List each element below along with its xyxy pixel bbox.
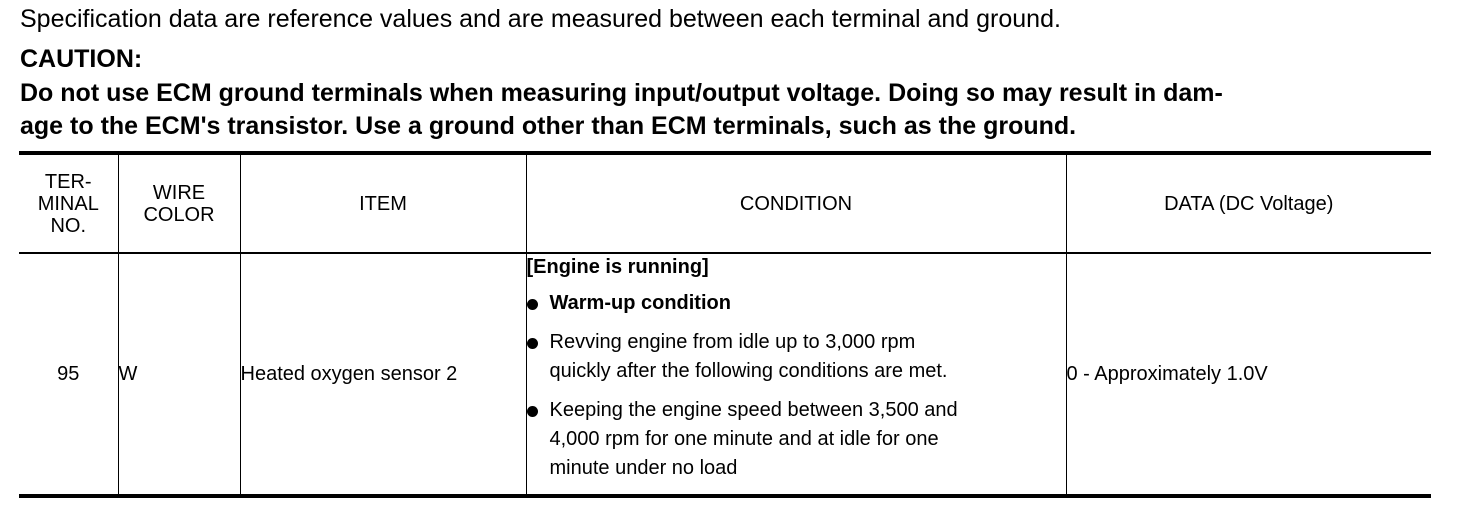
bullet-dot-icon — [527, 338, 538, 349]
condition-heading: [Engine is running] — [526, 256, 709, 278]
cell-data-voltage: 0 - Approximately 1.0V — [1066, 253, 1431, 496]
condition-bullet-warmup — [527, 289, 1066, 318]
cell-wire-color: W — [118, 253, 240, 496]
bullet-dot-icon — [527, 299, 538, 310]
cell-terminal-no: 95 — [19, 253, 118, 496]
condition-bullet-text-line: quickly after the following conditions are met. — [549, 360, 948, 382]
condition-bullet-text-line: minute under no load — [549, 457, 738, 479]
caution-line-1: Do not use ECM ground terminals when measuring input/output voltage. Doing so may result in dam- — [20, 79, 1223, 107]
table-row — [19, 253, 1431, 496]
caution-line-2: age to the ECM's transistor. Use a ground other than ECM terminals, such as the ground. — [20, 112, 1077, 140]
condition-bullet-text-line: 4,000 rpm for one minute and at idle for one — [549, 428, 939, 450]
header-wire-line-1: WIRE — [152, 181, 206, 204]
cell-condition — [526, 253, 1066, 496]
caution-title: CAUTION: — [20, 45, 143, 73]
header-data: DATA (DC Voltage) — [1066, 153, 1431, 253]
header-terminal-line-1: TER- — [44, 170, 92, 193]
intro-text: Specification data are reference values and are measured between each terminal and ground. — [20, 5, 1061, 33]
condition-bullet-text-line: Revving engine from idle up to 3,000 rpm — [549, 331, 916, 353]
condition-bullet-revving — [527, 328, 1066, 386]
terminal-spec-table — [19, 151, 1431, 498]
bullet-dot-icon — [527, 406, 538, 417]
header-wire-color — [118, 153, 240, 253]
cell-item: Heated oxygen sensor 2 — [240, 253, 526, 496]
header-wire-line-2: COLOR — [143, 203, 215, 226]
condition-bullet-text-line: Keeping the engine speed between 3,500 and — [549, 399, 958, 421]
header-item: ITEM — [240, 153, 526, 253]
caution-text — [20, 77, 1440, 143]
table-header-row — [19, 153, 1431, 253]
condition-bullet-text: Warm-up condition — [549, 292, 731, 314]
header-terminal-line-3: NO. — [50, 214, 87, 237]
header-terminal-line-2: MINAL — [37, 192, 99, 215]
header-condition: CONDITION — [526, 153, 1066, 253]
header-terminal-no — [19, 153, 118, 253]
condition-bullet-speed — [527, 396, 1066, 483]
